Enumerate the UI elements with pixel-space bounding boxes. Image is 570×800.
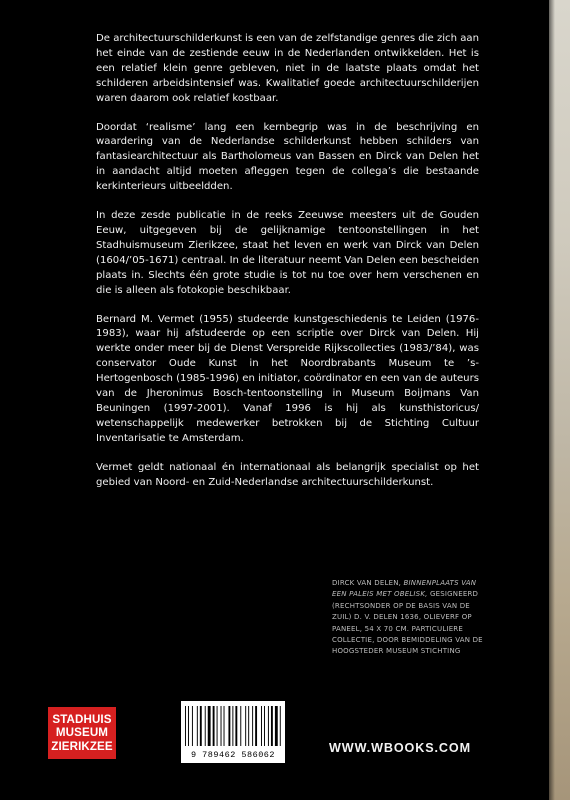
logo-line: STADHUIS (52, 712, 112, 726)
barcode-digits: 9 789462 586062 (190, 750, 275, 760)
stadhuismuseum-logo (48, 707, 116, 759)
caption-artist: DIRCK VAN DELEN, (332, 579, 402, 587)
paragraph: Vermet geldt nationaal én internationaal als belangrijk specialist op het gebied van Noord- en Zuid-Nederlandse architectuurschilderkunst. (96, 461, 479, 488)
painting-caption (332, 578, 484, 658)
paragraph: De architectuurschilderkunst is een van de zelfstandige genres die zich aan het einde van de zestiende eeuw in de Nederlanden ontwikkelden. Het is een relatief klein genre gebleven, niet in de laatste plaats omdat het schilderen arbeidsintensief was. Kwalitatief goede architectuurschilderijen waren daarom ook relatief kostbaar. (96, 33, 479, 104)
paragraph: Doordat ‘realisme’ lang een kernbegrip was in de beschrijving en waardering van de Nederlandse schilderkunst hebben schilders van fantasiearchitectuur als Bartholomeus van Bassen en Dirck van Delen het in aandacht altijd moeten afleggen tegen de collega’s die bestaande kerkinterieurs uitbeeldden. (96, 121, 479, 193)
cover-painting-edge (549, 0, 570, 800)
logo-line: MUSEUM (55, 726, 109, 740)
publisher-website: WWW.WBOOKS.COM (329, 741, 472, 755)
isbn-barcode (181, 701, 285, 763)
barcode-bars-icon (185, 706, 281, 746)
caption-details: GESIGNEERD (RECHTSONDER OP DE BASIS VAN DE ZUIL) D. V. DELEN 1636, OLIEVERF OP PANEEL, 54 X 70 CM. PARTICULIERE COLLECTIE, DOOR BEMIDDELING VAN DE HOOGSTEDER MUSEUM STICHTING (332, 590, 483, 656)
paragraph: In deze zesde publicatie in de reeks Zeeuwse meesters uit de Gouden Eeuw, uitgegeven bij de gelijknamige tentoonstellingen in het Stadhuismuseum Zierikzee, staat het leven en werk van Dirck van Delen (1604/’05-1671) centraal. In de literatuur neemt Van Delen een bescheiden plaats in. Slechts één grote studie is tot nu toe over hem verschenen en die is alleen als fotokopie beschikbaar. (96, 210, 479, 296)
blurb-text (96, 32, 479, 504)
paragraph: Bernard M. Vermet (1955) studeerde kunstgeschiedenis te Leiden (1976-1983), waar hij afstudeerde op een scriptie over Dirck van Delen. Hij werkte onder meer bij de Dienst Verspreide Rijkscollecties (1983/’84), was conservator Oude Kunst in het Noordbrabants Museum te ’s-Hertogenbosch (1985-1996) en initiator, coördinator en een van de auteurs van de Jheronimus Bosch-tentoonstelling in Museum Boijmans Van Beuningen (1997-2001). Vanaf 1996 is hij als kunsthistoricus/ wetenschappelijk medewerker betrokken bij de Stichting Cultuur Inventarisatie te Amsterdam. (96, 313, 479, 444)
logo-line: ZIERIKZEE (51, 739, 113, 753)
caption-title: BINNENPLAATS VAN EEN PALEIS MET OBELISK, (332, 579, 477, 599)
